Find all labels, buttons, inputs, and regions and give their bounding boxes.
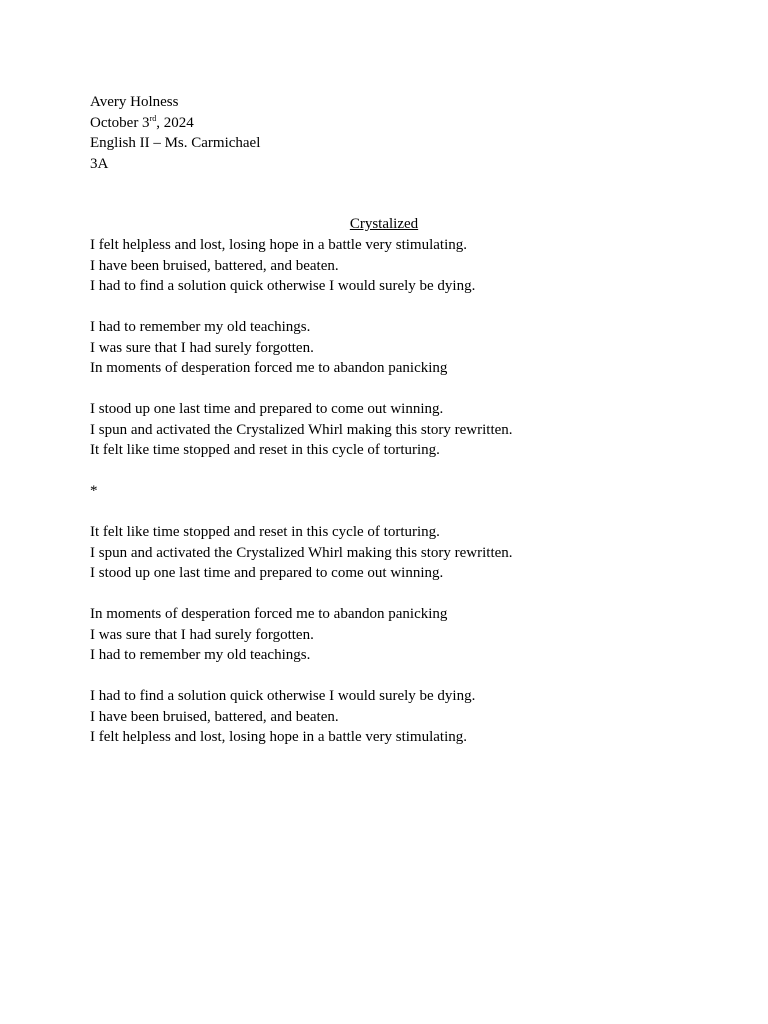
document-header (90, 92, 260, 174)
author-name: Avery Holness (90, 94, 179, 110)
section-line: 3A (90, 155, 109, 172)
date-year: , 2024 (156, 114, 194, 131)
poem-title: Crystalized (349, 216, 419, 232)
stanza-2 (90, 317, 513, 379)
poem-line: I had to remember my old teachings. (90, 647, 311, 663)
poem-line: I felt helpless and lost, losing hope in a battle very stimulating. (90, 729, 468, 745)
poem-body (90, 235, 513, 748)
poem-line: I spun and activated the Crystalized Whirl making this story rewritten. (90, 544, 513, 561)
poem-line: I felt helpless and lost, losing hope in a battle very stimulating. (90, 237, 468, 253)
poem-line: I had to find a solution quick otherwise I would surely be dying. (90, 688, 476, 704)
stanza-5 (90, 604, 513, 666)
poem-line: I had to remember my old teachings. (90, 319, 311, 335)
date-suffix: rd (149, 113, 157, 123)
date-month-day: October 3 (90, 114, 150, 131)
poem-line: In moments of desperation forced me to abandon panicking (90, 606, 448, 622)
poem-line: I had to find a solution quick otherwise I would surely be dying. (90, 278, 476, 294)
stanza-4 (90, 522, 513, 584)
stanza-3 (90, 399, 513, 461)
poem-line: I stood up one last time and prepared to come out winning. (90, 401, 444, 417)
poem-line: I have been bruised, battered, and beaten. (90, 257, 339, 274)
poem-line: It felt like time stopped and reset in this cycle of torturing. (90, 524, 440, 540)
course-line: English II – Ms. Carmichael (90, 135, 261, 151)
poem-line: I was sure that I had surely forgotten. (90, 626, 314, 643)
poem-line: I spun and activated the Crystalized Whirl making this story rewritten. (90, 421, 513, 438)
section-divider: * (90, 483, 98, 499)
stanza-1 (90, 235, 513, 297)
poem-line: I stood up one last time and prepared to come out winning. (90, 565, 444, 581)
poem-line: It felt like time stopped and reset in this cycle of torturing. (90, 442, 440, 458)
poem-line: I have been bruised, battered, and beaten. (90, 708, 339, 725)
date-line (90, 113, 260, 134)
stanza-6 (90, 686, 513, 748)
poem-line: I was sure that I had surely forgotten. (90, 339, 314, 356)
poem-line: In moments of desperation forced me to abandon panicking (90, 360, 448, 376)
